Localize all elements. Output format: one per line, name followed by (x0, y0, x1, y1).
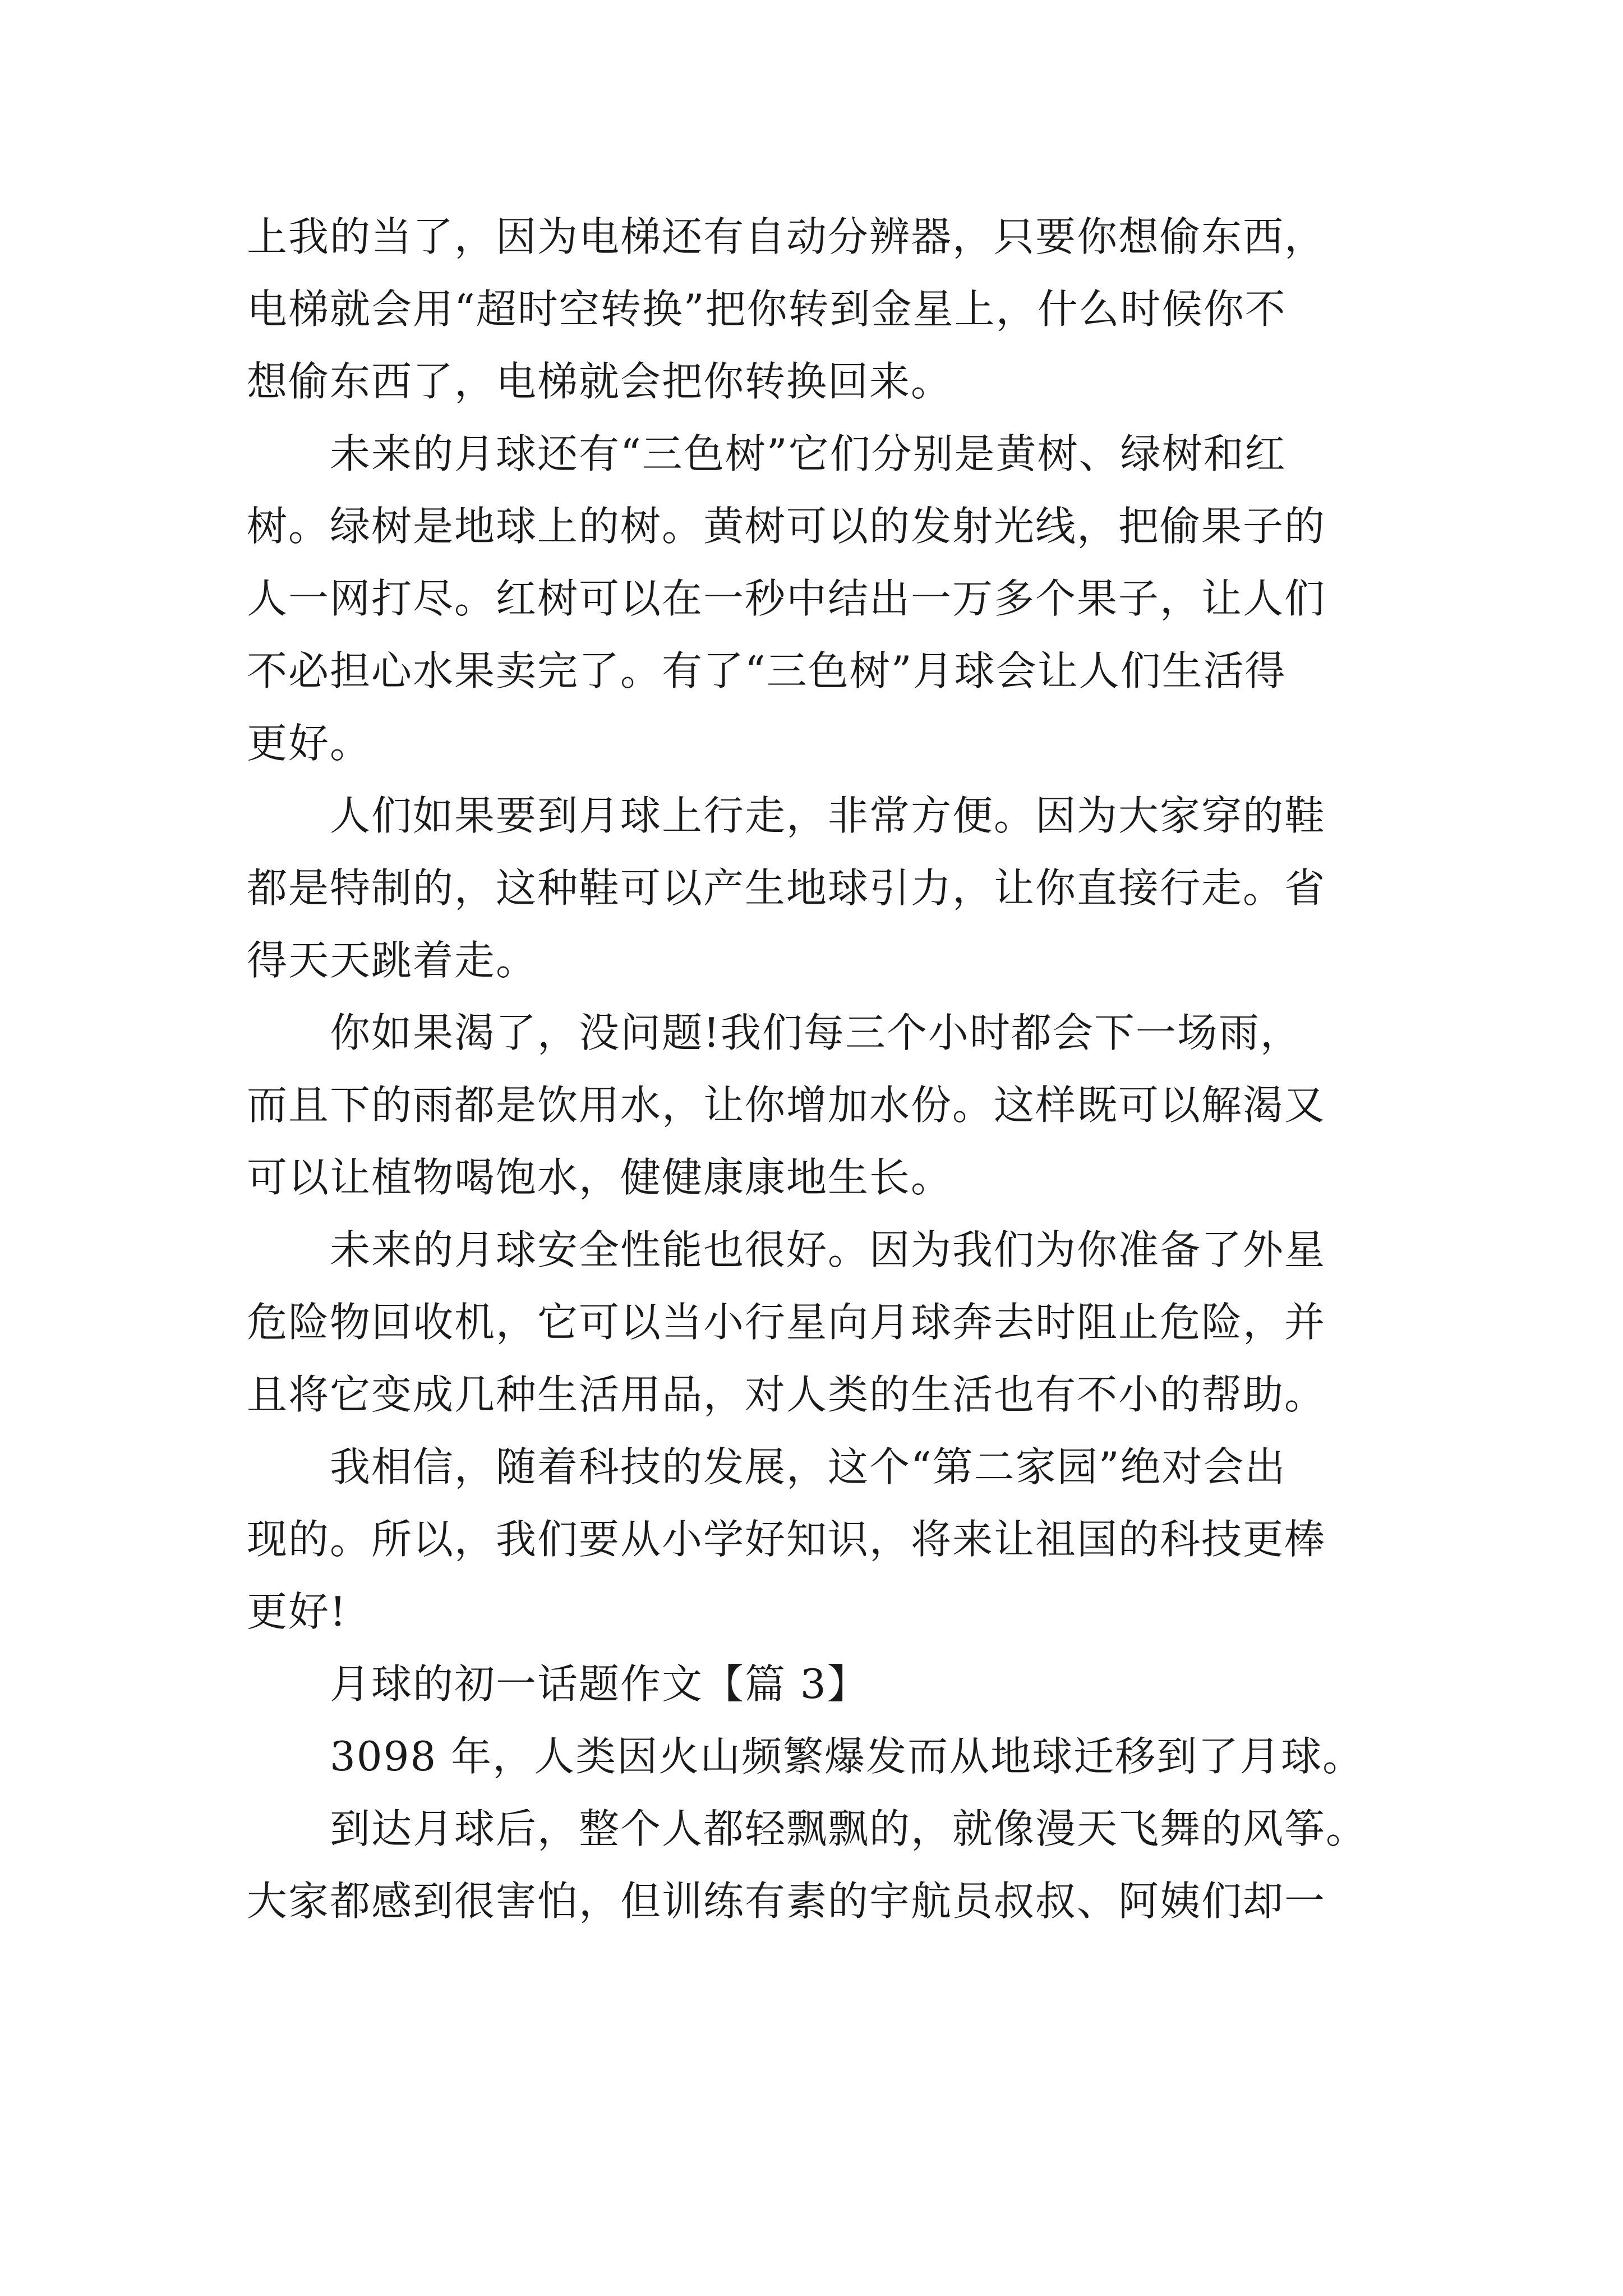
text-line: 未来的月球还有“三色树”它们分别是黄树、绿树和红 (247, 430, 1287, 477)
text-line: 我相信，随着科技的发展，这个“第二家园”绝对会出 (247, 1443, 1287, 1490)
document-body (247, 201, 1402, 1938)
text-line: 可以让植物喝饱水，健健康康地生长。 (247, 1154, 953, 1201)
section-heading: 月球的初一话题作文【篇 3】 (247, 1660, 869, 1708)
text-line: 上我的当了，因为电梯还有自动分辨器，只要你想偷东西， (247, 213, 1326, 260)
text-line: 而且下的雨都是饮用水，让你增加水份。这样既可以解渴又 (247, 1082, 1326, 1129)
text-line: 现的。所以，我们要从小学好知识，将来让祖国的科技更棒 (247, 1516, 1326, 1563)
text-line: 3098 年，人类因火山频繁爆发而从地球迁移到了月球。 (247, 1733, 1364, 1780)
text-line: 电梯就会用“超时空转换”把你转到金星上，什么时候你不 (247, 286, 1287, 333)
text-line: 人一网打尽。红树可以在一秒中结出一万多个果子，让人们 (247, 575, 1326, 622)
text-line: 更好! (247, 1588, 347, 1635)
text-line: 你如果渴了，没问题!我们每三个小时都会下一场雨， (247, 1009, 1302, 1056)
text-line: 更好。 (247, 720, 372, 767)
text-line: 不必担心水果卖完了。有了“三色树”月球会让人们生活得 (247, 647, 1287, 694)
text-line: 危险物回收机，它可以当小行星向月球奔去时阻止危险，并 (247, 1299, 1326, 1346)
text-line: 都是特制的，这种鞋可以产生地球引力，让你直接行走。省 (247, 864, 1326, 912)
text-line: 未来的月球安全性能也很好。因为我们为你准备了外星 (247, 1226, 1326, 1273)
text-line: 大家都感到很害怕，但训练有素的宇航员叔叔、阿姨们却一 (247, 1878, 1326, 1925)
text-line: 得天天跳着走。 (247, 937, 538, 984)
text-line: 且将它变成几种生活用品，对人类的生活也有不小的帮助。 (247, 1371, 1326, 1418)
text-line: 想偷东西了，电梯就会把你转换回来。 (247, 358, 953, 405)
text-line: 人们如果要到月球上行走，非常方便。因为大家穿的鞋 (247, 792, 1326, 839)
text-line: 到达月球后，整个人都轻飘飘的，就像漫天飞舞的风筝。 (247, 1805, 1368, 1852)
text-line: 树。绿树是地球上的树。黄树可以的发射光线，把偷果子的 (247, 503, 1326, 550)
